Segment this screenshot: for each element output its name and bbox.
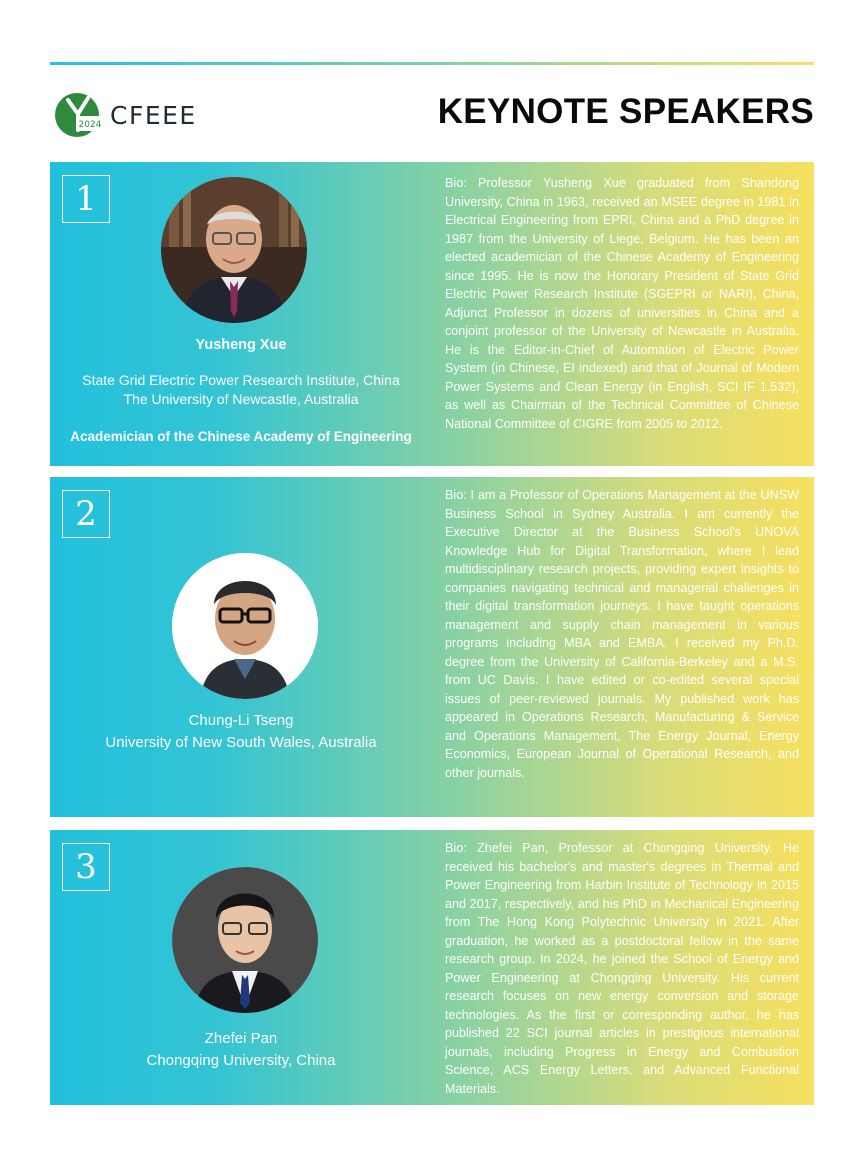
logo-mark-icon [54, 92, 102, 138]
speaker-card-3 [50, 830, 814, 1105]
speaker-affiliation: Chongqing University, China [146, 1052, 336, 1069]
top-gradient-rule [50, 62, 814, 65]
speaker-photo [172, 867, 318, 1013]
speaker-name: Zhefei Pan [204, 1030, 278, 1047]
page-title: KEYNOTE SPEAKERS [437, 92, 814, 131]
speaker-number-badge: 1 [62, 175, 110, 223]
speaker-number-badge: 2 [62, 490, 110, 538]
speaker-bio: Bio: Professor Yusheng Xue graduated from Shandong University, China in 1963, received an MSEE degree in 1981 in Electrical Engineering from EPRI, China and a PhD degree in 1987 from the University of Liege, Belgium. He has been an elected academician of the Chinese Academy of Engineering since 1995. He is now the Honorary President of State Grid Electric Power Research Institute (SGEPRI or NARI), China, Adjunct Professor in dozens of universities in China and a conjoint professor of the University of Newcastle in Australia. He is the Editor-in-Chief of Automation of Electric Power System (in Chinese, EI indexed) and that of Journal of Modern Power Systems and Clean Energy (in English, SCI IF 1.532), as well as Chairman of the Technical Committee of Chinese National Committee of CIGRE from 2005 to 2012. [445, 176, 799, 431]
logo-year: 2024 [78, 120, 102, 130]
speaker-honor: Academician of the Chinese Academy of Engineering [70, 429, 412, 444]
speaker-name: Yusheng Xue [195, 337, 287, 353]
speaker-card-2 [50, 477, 814, 817]
cfeee-logo [54, 92, 197, 138]
speaker-affiliation: State Grid Electric Power Research Institute, China [82, 372, 400, 388]
speaker-affiliation: University of New South Wales, Australia [105, 734, 377, 751]
speaker-name: Chung-Li Tseng [188, 712, 294, 729]
speaker-bio: Bio: I am a Professor of Operations Management at the UNSW Business School in Sydney Australia. I am currently the Executive Director at the Business School's UNOVA Knowledge Hub for Digital Transformation, where I lead multidisciplinary research projects, providing expert insights to companies navigating technical and managerial challenges in their digital transformation journeys. I have taught operations management and supply chain management in various programs including MBA and EMBA. I received my Ph.D. degree from the University of California-Berkeley and a M.S. from UC Davis. I have edited or co-edited several special issues of peer-reviewed journals. My published work has appeared in Operations Research, Manufacturing & Service and Operations Management, The Energy Journal, Energy Economics, European Journal of Operational Research, and other journals. [445, 488, 799, 780]
logo-text: CFEEE [110, 100, 197, 130]
speaker-number-badge: 3 [62, 843, 110, 891]
speaker-photo [172, 553, 318, 699]
speaker-card-1 [50, 162, 814, 466]
speaker-affiliation: The University of Newcastle, Australia [123, 391, 359, 407]
speaker-bio: Bio: Zhefei Pan, Professor at Chongqing University. He received his bachelor's and master's degrees in Thermal and Power Engineering from Harbin Institute of Technology in 2015 and 2017, respectively, and his PhD in Mechanical Engineering from The Hong Kong Polytechnic University in 2021. After graduation, he worked as a postdoctoral fellow in the same research group. In 2024, he joined the School of Energy and Power Engineering at Chongqing University. His current research focuses on new energy conversion and storage technologies. As the first or corresponding author, he has published 22 SCI journal articles in prestigious international journals, including Progress in Energy and Combustion Science, ACS Energy Letters, and Advanced Functional Materials. [445, 841, 799, 1096]
speaker-photo [161, 177, 307, 323]
